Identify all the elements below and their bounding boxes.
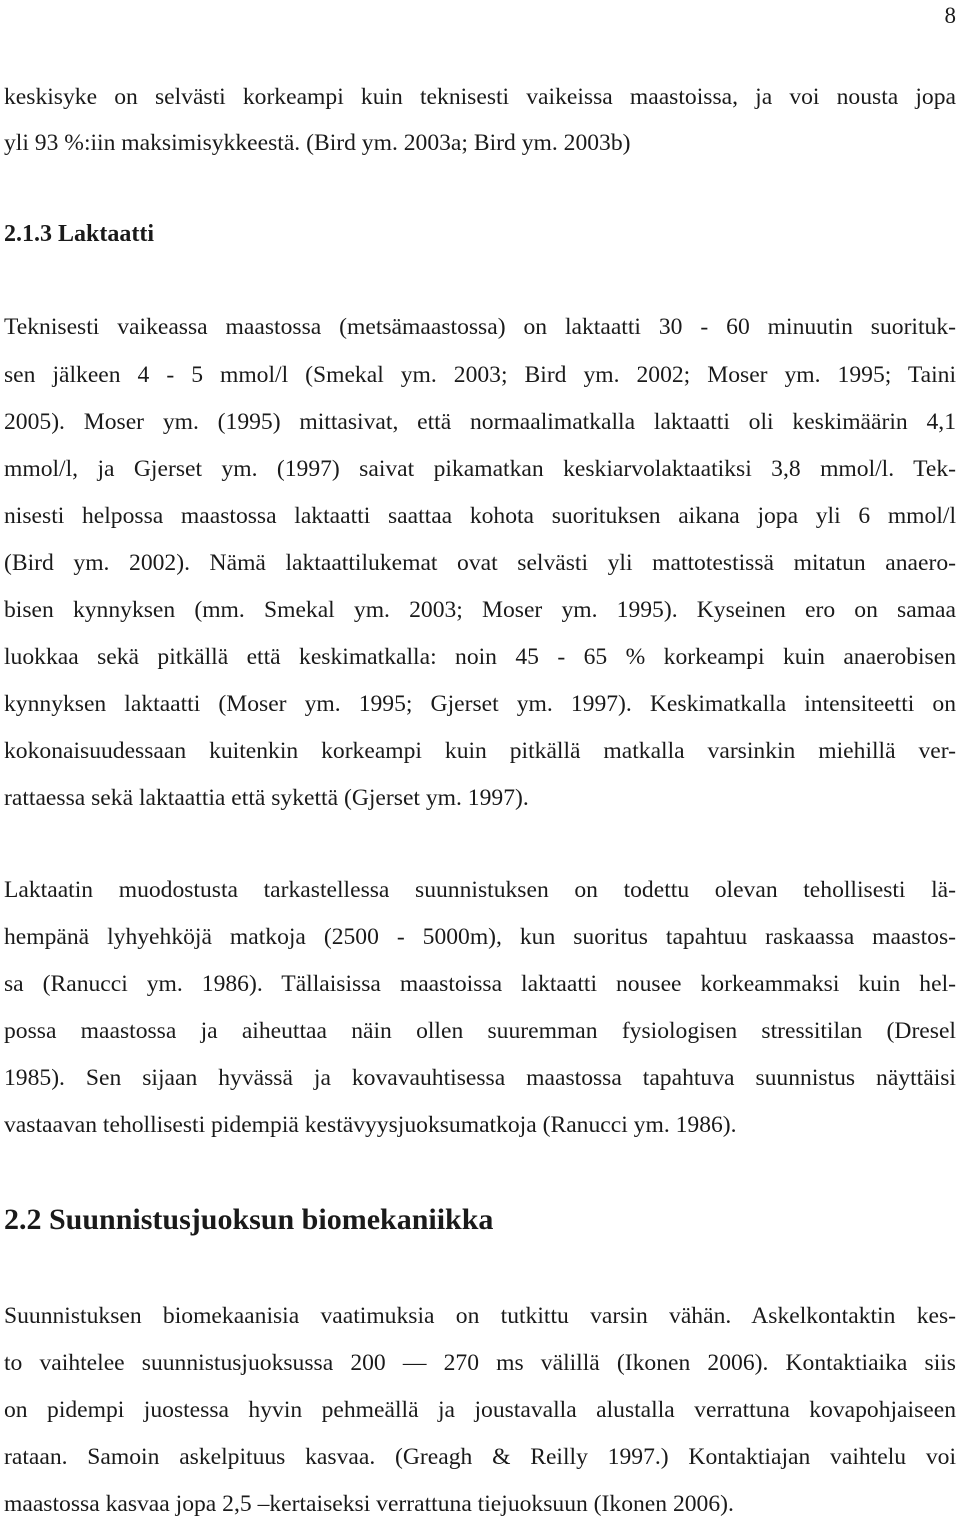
paragraph-2-line: 2005). Moser ym. (1995) mittasivat, että normaalimatkalla laktaatti oli keskimäärin 4,1 [4, 409, 956, 435]
paragraph-3-line: 1985). Sen sijaan hyvässä ja kovavauhtisessa maastossa tapahtuva suunnistus näyttäisi [4, 1065, 956, 1091]
paragraph-4-line: rataan. Samoin askelpituus kasvaa. (Greagh & Reilly 1997.) Kontaktiajan vaihtelu voi [4, 1444, 956, 1470]
paragraph-2-line: kynnyksen laktaatti (Moser ym. 1995; Gjerset ym. 1997). Keskimatkalla intensiteetti on [4, 691, 956, 717]
paragraph-2-line: (Bird ym. 2002). Nämä laktaattilukemat ovat selvästi yli mattotestissä mitatun anaero- [4, 550, 956, 576]
paragraph-2-line: Teknisesti vaikeassa maastossa (metsämaastossa) on laktaatti 30 - 60 minuutin suorituk- [4, 314, 956, 340]
paragraph-4-line: to vaihtelee suunnistusjuoksussa 200 — 270 ms välillä (Ikonen 2006). Kontaktiaika siis [4, 1350, 956, 1376]
page-number: 8 [944, 3, 956, 28]
paragraph-3-line: possa maastossa ja aiheuttaa näin ollen suuremman fysiologisen stressitilan (Dresel [4, 1018, 956, 1044]
paragraph-4-line: maastossa kasvaa jopa 2,5 –kertaiseksi verrattuna tiejuoksuun (Ikonen 2006). [4, 1491, 734, 1517]
paragraph-1-line: yli 93 %:iin maksimisykkeestä. (Bird ym. 2003a; Bird ym. 2003b) [4, 130, 631, 156]
paragraph-2-line: bisen kynnyksen (mm. Smekal ym. 2003; Moser ym. 1995). Kyseinen ero on samaa [4, 597, 956, 623]
paragraph-4-line: on pidempi juostessa hyvin pehmeällä ja joustavalla alustalla verrattuna kovapohjaiseen [4, 1397, 956, 1423]
paragraph-3-line: vastaavan tehollisesti pidempiä kestävyysjuoksumatkoja (Ranucci ym. 1986). [4, 1112, 737, 1138]
paragraph-2-line: mmol/l, ja Gjerset ym. (1997) saivat pikamatkan keskiarvolaktaatiksi 3,8 mmol/l. Tek- [4, 456, 956, 482]
paragraph-2-line: nisesti helpossa maastossa laktaatti saattaa kohota suorituksen aikana jopa yli 6 mmol/l [4, 503, 956, 529]
section-heading-2-1-3: 2.1.3 Laktaatti [4, 221, 154, 247]
paragraph-2-line: luokkaa sekä pitkällä että keskimatkalla: noin 45 - 65 % korkeampi kuin anaerobisen [4, 644, 956, 670]
paragraph-3-line: sa (Ranucci ym. 1986). Tällaisissa maastoissa laktaatti nousee korkeammaksi kuin hel- [4, 971, 956, 997]
paragraph-1-line: keskisyke on selvästi korkeampi kuin teknisesti vaikeissa maastoissa, ja voi nousta jopa [4, 84, 956, 110]
paragraph-2-line: kokonaisuudessaan kuitenkin korkeampi kuin pitkällä matkalla varsinkin miehillä ver- [4, 738, 956, 764]
section-heading-2-2: 2.2 Suunnistusjuoksun biomekaniikka [4, 1203, 494, 1236]
paragraph-4-line: Suunnistuksen biomekaanisia vaatimuksia on tutkittu varsin vähän. Askelkontaktin kes- [4, 1303, 956, 1329]
paragraph-2-line: sen jälkeen 4 - 5 mmol/l (Smekal ym. 2003; Bird ym. 2002; Moser ym. 1995; Taini [4, 362, 956, 388]
paragraph-3-line: Laktaatin muodostusta tarkastellessa suunnistuksen on todettu olevan tehollisesti lä- [4, 877, 956, 903]
paragraph-3-line: hempänä lyhyehköjä matkoja (2500 - 5000m), kun suoritus tapahtuu raskaassa maastos- [4, 924, 956, 950]
paragraph-2-line: rattaessa sekä laktaattia että sykettä (Gjerset ym. 1997). [4, 785, 529, 811]
